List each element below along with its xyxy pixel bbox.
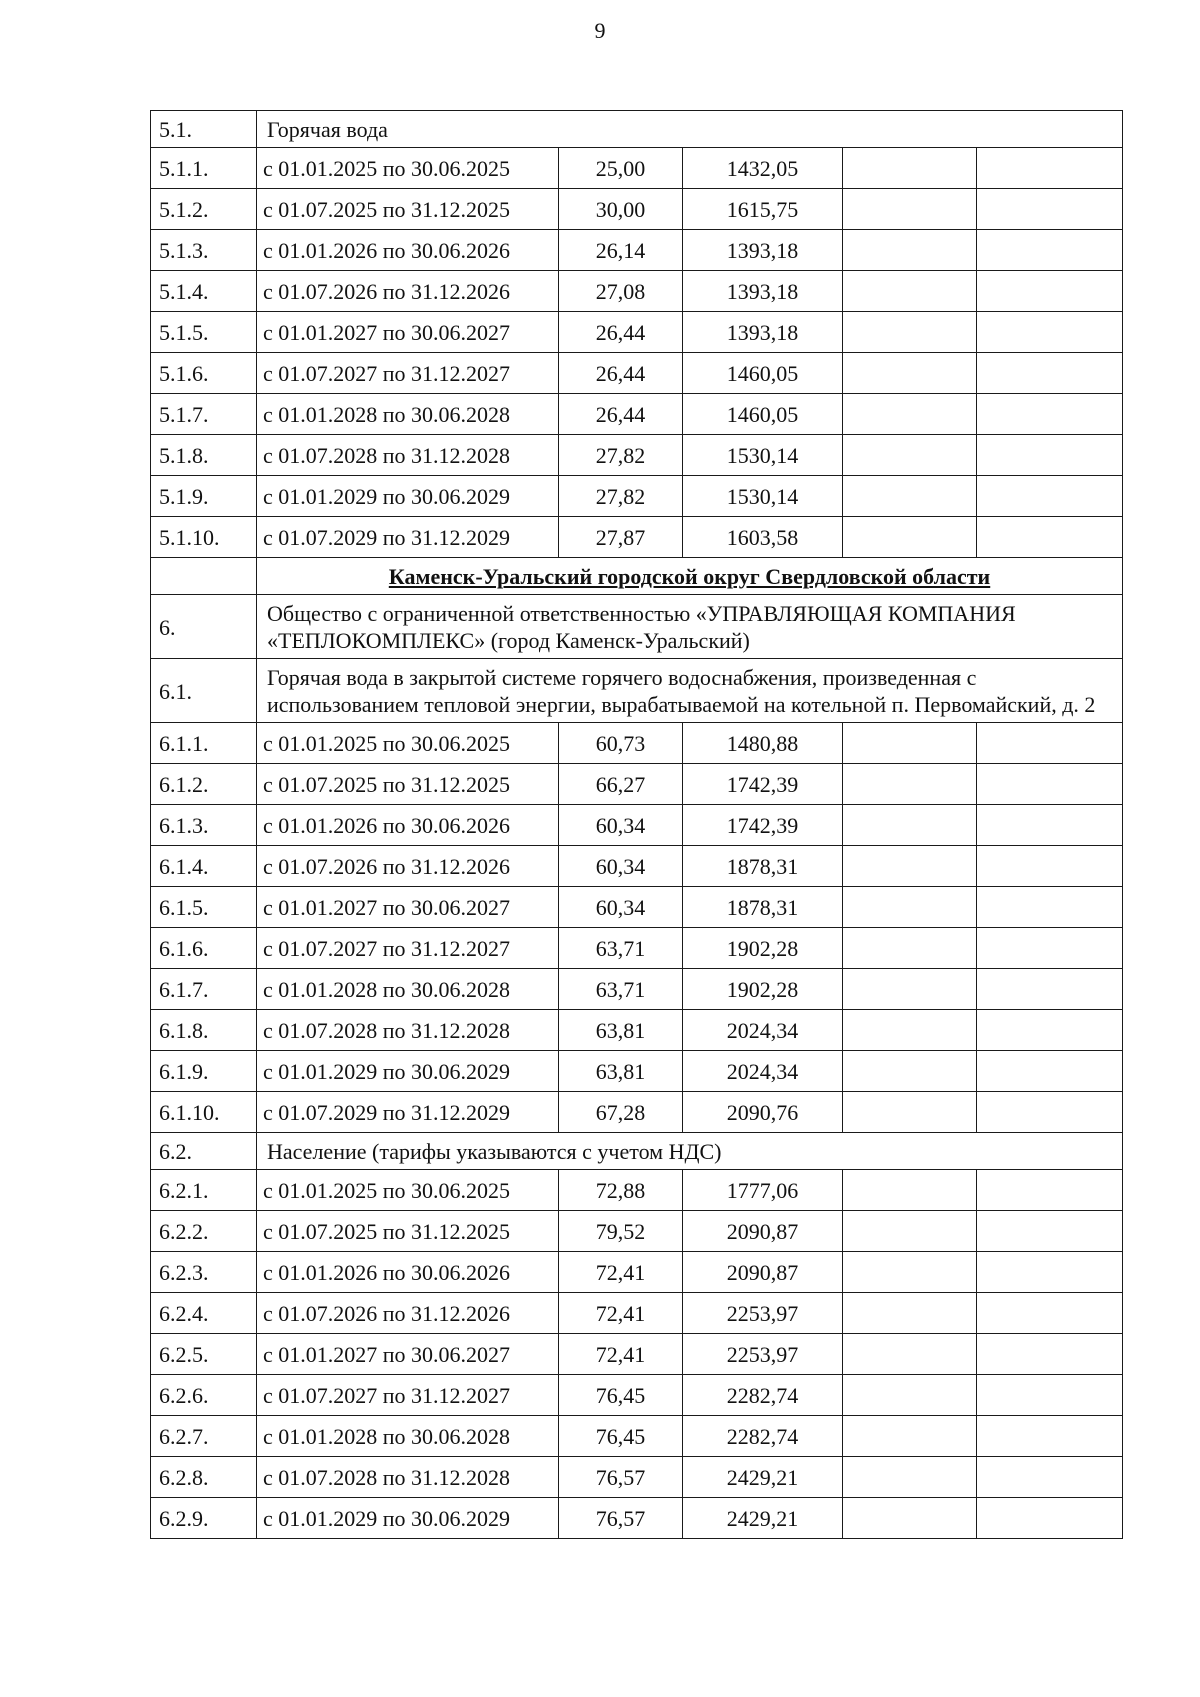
tariff-value-2: 2282,74 [683, 1416, 843, 1457]
tariff-value-1: 63,81 [559, 1010, 683, 1051]
period-cell: с 01.01.2027 по 30.06.2027 [257, 312, 559, 353]
period-cell: с 01.07.2028 по 31.12.2028 [257, 1010, 559, 1051]
row-number: 6.2.1. [151, 1170, 257, 1211]
region-row [151, 558, 1123, 595]
table-row [151, 928, 1123, 969]
tariff-value-1: 27,82 [559, 476, 683, 517]
tariff-value-1: 26,44 [559, 394, 683, 435]
tariff-value-1: 72,41 [559, 1252, 683, 1293]
tariff-value-2: 2090,87 [683, 1252, 843, 1293]
empty-cell [843, 764, 977, 805]
tariff-value-1: 27,08 [559, 271, 683, 312]
tariff-value-1: 60,73 [559, 723, 683, 764]
table-row [151, 1170, 1123, 1211]
empty-cell [977, 148, 1123, 189]
tariff-value-1: 63,71 [559, 928, 683, 969]
row-number: 6.1.5. [151, 887, 257, 928]
empty-cell [977, 394, 1123, 435]
period-cell: с 01.01.2025 по 30.06.2025 [257, 1170, 559, 1211]
tariff-value-2: 1878,31 [683, 887, 843, 928]
period-cell: с 01.01.2026 по 30.06.2026 [257, 230, 559, 271]
empty-cell [977, 887, 1123, 928]
tariff-value-2: 1615,75 [683, 189, 843, 230]
empty-cell [843, 846, 977, 887]
table-row [151, 1293, 1123, 1334]
empty-cell [843, 928, 977, 969]
empty-cell [843, 805, 977, 846]
section-number: 6.1. [151, 659, 257, 723]
empty-cell [843, 1416, 977, 1457]
tariff-value-1: 76,45 [559, 1416, 683, 1457]
empty-cell [843, 1170, 977, 1211]
empty-cell [977, 1010, 1123, 1051]
table-row [151, 1051, 1123, 1092]
period-cell: с 01.07.2026 по 31.12.2026 [257, 1293, 559, 1334]
empty-cell [843, 723, 977, 764]
section-number: 5.1. [151, 111, 257, 148]
tariff-value-1: 76,45 [559, 1375, 683, 1416]
period-cell: с 01.01.2028 по 30.06.2028 [257, 394, 559, 435]
empty-cell [843, 1051, 977, 1092]
empty-cell [843, 435, 977, 476]
tariff-value-1: 26,44 [559, 312, 683, 353]
empty-cell [843, 476, 977, 517]
row-number: 6.2.5. [151, 1334, 257, 1375]
section-number: 6.2. [151, 1133, 257, 1170]
empty-cell [977, 1051, 1123, 1092]
empty-cell [977, 969, 1123, 1010]
tariff-value-2: 2024,34 [683, 1010, 843, 1051]
empty-cell [843, 1010, 977, 1051]
empty-cell [843, 517, 977, 558]
empty-cell [843, 1293, 977, 1334]
empty-cell [843, 1252, 977, 1293]
tariff-value-1: 26,44 [559, 353, 683, 394]
tariff-value-2: 1878,31 [683, 846, 843, 887]
period-cell: с 01.07.2027 по 31.12.2027 [257, 1375, 559, 1416]
empty-cell [843, 1457, 977, 1498]
table-row [151, 148, 1123, 189]
tariff-value-1: 60,34 [559, 805, 683, 846]
row-number: 6.2.6. [151, 1375, 257, 1416]
tariff-value-2: 1432,05 [683, 148, 843, 189]
empty-cell [843, 189, 977, 230]
empty-cell [843, 1498, 977, 1539]
tariff-value-2: 1480,88 [683, 723, 843, 764]
tariff-value-2: 2429,21 [683, 1457, 843, 1498]
row-number: 6.2.9. [151, 1498, 257, 1539]
period-cell: с 01.01.2029 по 30.06.2029 [257, 1051, 559, 1092]
row-number: 6.2.7. [151, 1416, 257, 1457]
tariff-value-1: 72,41 [559, 1293, 683, 1334]
table-row [151, 723, 1123, 764]
section-header-row [151, 1133, 1123, 1170]
empty-cell [977, 1334, 1123, 1375]
table-row [151, 271, 1123, 312]
period-cell: с 01.07.2026 по 31.12.2026 [257, 846, 559, 887]
row-number: 5.1.3. [151, 230, 257, 271]
tariff-value-1: 26,14 [559, 230, 683, 271]
table-row [151, 517, 1123, 558]
period-cell: с 01.07.2025 по 31.12.2025 [257, 1211, 559, 1252]
empty-cell [843, 148, 977, 189]
empty-cell [977, 189, 1123, 230]
row-number: 5.1.10. [151, 517, 257, 558]
table-row [151, 189, 1123, 230]
tariff-value-1: 72,88 [559, 1170, 683, 1211]
row-number: 6.2.2. [151, 1211, 257, 1252]
table-row [151, 230, 1123, 271]
empty-cell [843, 230, 977, 271]
row-number: 6.1.10. [151, 1092, 257, 1133]
row-number: 6.1.8. [151, 1010, 257, 1051]
table-row [151, 969, 1123, 1010]
tariff-value-1: 27,82 [559, 435, 683, 476]
table-row [151, 846, 1123, 887]
empty-cell [977, 476, 1123, 517]
row-number: 6.2.4. [151, 1293, 257, 1334]
empty-cell [977, 435, 1123, 476]
empty-cell [843, 969, 977, 1010]
page-number: 9 [594, 18, 606, 43]
period-cell: с 01.07.2026 по 31.12.2026 [257, 271, 559, 312]
period-cell: с 01.07.2028 по 31.12.2028 [257, 1457, 559, 1498]
empty-cell [977, 805, 1123, 846]
tariff-value-1: 30,00 [559, 189, 683, 230]
row-number: 5.1.2. [151, 189, 257, 230]
row-number: 5.1.1. [151, 148, 257, 189]
empty-cell [977, 723, 1123, 764]
tariff-value-1: 25,00 [559, 148, 683, 189]
section-title: Население (тарифы указываются с учетом НДС) [257, 1133, 1123, 1170]
empty-cell [843, 353, 977, 394]
period-cell: с 01.01.2027 по 30.06.2027 [257, 1334, 559, 1375]
period-cell: с 01.07.2028 по 31.12.2028 [257, 435, 559, 476]
table-row [151, 1211, 1123, 1252]
tariff-value-1: 67,28 [559, 1092, 683, 1133]
period-cell: с 01.01.2027 по 30.06.2027 [257, 887, 559, 928]
period-cell: с 01.01.2029 по 30.06.2029 [257, 1498, 559, 1539]
tariff-value-2: 1902,28 [683, 928, 843, 969]
tariff-value-1: 60,34 [559, 846, 683, 887]
table-row [151, 394, 1123, 435]
section-header-row [151, 659, 1123, 723]
empty-cell [843, 1334, 977, 1375]
tariff-value-2: 1393,18 [683, 271, 843, 312]
organization-name: Общество с ограниченной ответственностью «УПРАВЛЯЮЩАЯ КОМПАНИЯ «ТЕПЛОКОМПЛЕКС» (город Каменск-Уральский) [257, 595, 1123, 659]
section-header-row [151, 111, 1123, 148]
tariff-value-2: 2090,76 [683, 1092, 843, 1133]
section-title: Горячая вода в закрытой системе горячего водоснабжения, произведенная с использованием тепловой энергии, вырабатываемой на котельной п. Первомайский, д. 2 [257, 659, 1123, 723]
period-cell: с 01.01.2029 по 30.06.2029 [257, 476, 559, 517]
empty-cell [977, 846, 1123, 887]
tariff-value-2: 1393,18 [683, 312, 843, 353]
row-number: 6.1.6. [151, 928, 257, 969]
period-cell: с 01.01.2025 по 30.06.2025 [257, 148, 559, 189]
tariff-value-2: 1902,28 [683, 969, 843, 1010]
table-row [151, 805, 1123, 846]
tariff-value-2: 2090,87 [683, 1211, 843, 1252]
tariff-value-2: 1603,58 [683, 517, 843, 558]
tariff-value-1: 76,57 [559, 1457, 683, 1498]
tariff-value-2: 1393,18 [683, 230, 843, 271]
tariff-value-1: 76,57 [559, 1498, 683, 1539]
empty-cell [977, 353, 1123, 394]
empty-cell [843, 887, 977, 928]
region-heading: Каменск-Уральский городской округ Свердловской области [257, 558, 1123, 595]
empty-cell [977, 1416, 1123, 1457]
row-number: 6.1.4. [151, 846, 257, 887]
tariff-value-2: 1777,06 [683, 1170, 843, 1211]
empty-cell [977, 928, 1123, 969]
tariff-value-2: 2024,34 [683, 1051, 843, 1092]
empty-cell [977, 764, 1123, 805]
period-cell: с 01.01.2025 по 30.06.2025 [257, 723, 559, 764]
table-row [151, 1252, 1123, 1293]
empty-cell [977, 1092, 1123, 1133]
empty-cell [977, 230, 1123, 271]
empty-cell [977, 1498, 1123, 1539]
tariff-value-2: 1530,14 [683, 476, 843, 517]
period-cell: с 01.07.2029 по 31.12.2029 [257, 1092, 559, 1133]
tariff-value-1: 63,81 [559, 1051, 683, 1092]
tariff-value-1: 79,52 [559, 1211, 683, 1252]
tariff-value-1: 60,34 [559, 887, 683, 928]
period-cell: с 01.07.2027 по 31.12.2027 [257, 353, 559, 394]
empty-cell [977, 1375, 1123, 1416]
period-cell: с 01.07.2027 по 31.12.2027 [257, 928, 559, 969]
row-number: 5.1.7. [151, 394, 257, 435]
empty-cell [843, 312, 977, 353]
period-cell: с 01.01.2028 по 30.06.2028 [257, 969, 559, 1010]
empty-cell [977, 517, 1123, 558]
empty-cell [843, 271, 977, 312]
tariff-value-1: 27,87 [559, 517, 683, 558]
row-number: 6.1.1. [151, 723, 257, 764]
period-cell: с 01.01.2028 по 30.06.2028 [257, 1416, 559, 1457]
empty-cell [977, 1293, 1123, 1334]
tariff-value-2: 1530,14 [683, 435, 843, 476]
period-cell: с 01.01.2026 по 30.06.2026 [257, 1252, 559, 1293]
row-number: 6.1.9. [151, 1051, 257, 1092]
organization-number: 6. [151, 595, 257, 659]
row-number: 5.1.8. [151, 435, 257, 476]
empty-cell [843, 1375, 977, 1416]
row-number: 6.2.8. [151, 1457, 257, 1498]
empty-cell [843, 1211, 977, 1252]
table-row [151, 312, 1123, 353]
row-number: 5.1.6. [151, 353, 257, 394]
tariff-value-2: 1742,39 [683, 805, 843, 846]
row-number: 5.1.4. [151, 271, 257, 312]
table-row [151, 1498, 1123, 1539]
empty-cell [977, 1170, 1123, 1211]
table-row [151, 1375, 1123, 1416]
tariff-value-2: 2429,21 [683, 1498, 843, 1539]
table-row [151, 1457, 1123, 1498]
table-row [151, 887, 1123, 928]
tariff-value-2: 1460,05 [683, 394, 843, 435]
tariff-value-2: 1460,05 [683, 353, 843, 394]
tariff-table [150, 110, 1123, 1539]
row-number: 6.2.3. [151, 1252, 257, 1293]
table-row [151, 476, 1123, 517]
table-row [151, 1416, 1123, 1457]
period-cell: с 01.07.2025 по 31.12.2025 [257, 764, 559, 805]
section-title: Горячая вода [257, 111, 1123, 148]
tariff-value-1: 63,71 [559, 969, 683, 1010]
row-number: 5.1.5. [151, 312, 257, 353]
tariff-value-2: 1742,39 [683, 764, 843, 805]
tariff-value-1: 66,27 [559, 764, 683, 805]
table-row [151, 1092, 1123, 1133]
empty-cell [977, 312, 1123, 353]
tariff-value-2: 2253,97 [683, 1334, 843, 1375]
period-cell: с 01.07.2029 по 31.12.2029 [257, 517, 559, 558]
tariff-value-1: 72,41 [559, 1334, 683, 1375]
table-row [151, 1010, 1123, 1051]
period-cell: с 01.07.2025 по 31.12.2025 [257, 189, 559, 230]
table-row [151, 764, 1123, 805]
row-number: 6.1.2. [151, 764, 257, 805]
table-row [151, 1334, 1123, 1375]
empty-cell [977, 1457, 1123, 1498]
region-number-cell [151, 558, 257, 595]
table-row [151, 435, 1123, 476]
empty-cell [843, 394, 977, 435]
period-cell: с 01.01.2026 по 30.06.2026 [257, 805, 559, 846]
row-number: 6.1.3. [151, 805, 257, 846]
tariff-value-2: 2253,97 [683, 1293, 843, 1334]
empty-cell [977, 1211, 1123, 1252]
empty-cell [977, 271, 1123, 312]
row-number: 5.1.9. [151, 476, 257, 517]
empty-cell [977, 1252, 1123, 1293]
table-row [151, 353, 1123, 394]
tariff-value-2: 2282,74 [683, 1375, 843, 1416]
row-number: 6.1.7. [151, 969, 257, 1010]
organization-row [151, 595, 1123, 659]
empty-cell [843, 1092, 977, 1133]
